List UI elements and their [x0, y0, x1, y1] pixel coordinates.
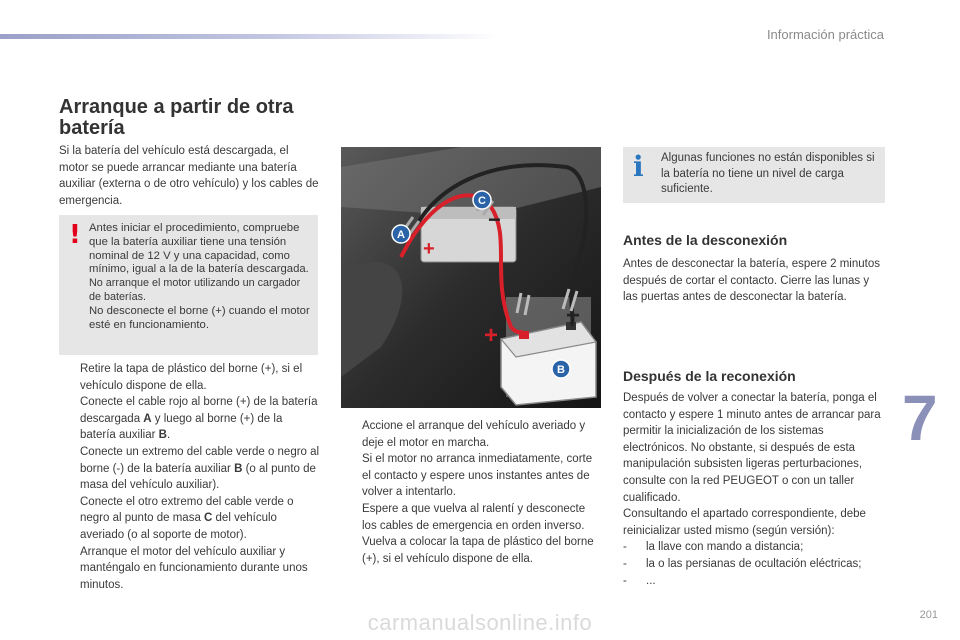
plus-sign-icon: + — [423, 238, 435, 260]
warning-text — [89, 222, 313, 332]
step-item — [59, 394, 321, 444]
checkbox-bullet-icon — [341, 418, 362, 501]
step-text-part: . — [166, 429, 171, 442]
plus-sign-icon: + — [484, 322, 499, 349]
label-a-badge — [392, 225, 410, 243]
header-bar — [0, 34, 500, 39]
checkbox-bullet-icon — [59, 544, 80, 594]
after-reconnection-section — [623, 390, 887, 589]
page-title: Arranque a partir de otra batería — [59, 96, 294, 139]
dash-bullet: - — [623, 574, 627, 587]
label-c-badge — [473, 191, 491, 209]
warning-icon: ! — [69, 220, 81, 250]
list-item-text: ... — [646, 574, 656, 587]
engine-bay-drawing — [341, 147, 601, 408]
label-c: C — [478, 195, 486, 207]
intro-paragraph: Si la batería del vehículo está descargada, el motor se puede arrancar mediante una batería auxiliar (externa o de otro vehículo) y los cables de emergencia. — [59, 145, 319, 207]
step-text: Vuelva a colocar la tapa de plástico del borne (+), si el vehículo dispone de ella. — [362, 536, 594, 565]
battery-label: A — [143, 412, 152, 425]
list-item — [623, 556, 887, 573]
page-number: 201 — [919, 609, 938, 621]
step-text-part: Si el motor no arranca inmediatamente, corte el contacto y espere unos instantes antes de volver a intentarlo. — [362, 453, 593, 499]
warning-line: No desconecte el borne (+) cuando el motor esté en funcionamiento. — [89, 304, 310, 331]
dash-bullet: - — [623, 541, 627, 554]
info-box — [623, 147, 885, 203]
step-text-part: (o al punto de masa del vehículo auxiliar). — [80, 462, 316, 492]
minus-sign-icon: − — [488, 207, 501, 232]
step-text-part: Conecte un extremo del cable verde o negro al borne (-) de la batería auxiliar — [80, 445, 320, 475]
label-b-badge — [552, 360, 570, 378]
warning-line: No arranque el motor utilizando un cargador de baterías. — [89, 277, 301, 303]
step-item — [341, 501, 601, 534]
reinit-list — [623, 539, 887, 589]
checkbox-bullet-icon — [341, 501, 362, 534]
step-text-part: y luego al borne (+) de la batería auxiliar — [80, 412, 283, 442]
step-text — [80, 444, 321, 494]
step-text — [80, 494, 321, 544]
info-icon: i — [633, 150, 644, 183]
step-text: Arranque el motor del vehículo auxiliar y manténgalo en funcionamiento durante unos minutos. — [80, 545, 308, 591]
step-text: Espere a que vuelva al ralentí y desconecte los cables de emergencia en orden inverso. — [362, 502, 586, 532]
checkbox-bullet-icon — [341, 534, 362, 567]
step-text-part: Conecte el cable rojo al borne (+) de la batería descargada — [80, 396, 318, 425]
steps-middle — [341, 418, 601, 567]
checkbox-bullet-icon — [59, 394, 80, 444]
step-item — [341, 418, 601, 501]
list-item — [623, 573, 887, 590]
step-item — [59, 544, 321, 594]
info-text: Algunas funciones no están disponibles si la batería no tiene un nivel de carga suficiente. — [661, 152, 875, 196]
steps-left — [59, 361, 321, 593]
step-item — [59, 361, 321, 394]
step-text: Retire la tapa de plástico del borne (+), si el vehículo dispone de ella. — [80, 363, 303, 392]
battery-label: B — [158, 429, 167, 442]
step-text-part: del vehículo averiado (o al soporte de motor). — [80, 512, 277, 541]
list-item-text: la o las persianas de ocultación eléctricas; — [646, 557, 862, 570]
step-item — [59, 444, 321, 494]
warning-box — [59, 215, 318, 355]
watermark: carmanualsonline.info — [367, 610, 593, 635]
before-disconnection-text: Antes de desconectar la batería, espere 2 minutos después de cortar el contacto. Cierre las lunas y las puertas antes de desconectar la batería. — [623, 258, 880, 304]
checkbox-bullet-icon — [59, 444, 80, 494]
step-text — [80, 394, 321, 444]
before-disconnection-title: Antes de la desconexión — [623, 232, 788, 248]
section-header: Información práctica — [766, 27, 884, 42]
step-text-part: Accione el arranque del vehículo averiado y deje el motor en marcha. — [362, 420, 586, 449]
checkbox-bullet-icon — [59, 361, 80, 394]
after-reconnection-text: Consultando el apartado correspondiente, debe reinicializar usted mismo (según versión): — [623, 508, 866, 537]
minus-sign-icon: − — [566, 302, 581, 329]
battery-label: B — [234, 462, 243, 475]
step-item — [341, 534, 601, 567]
label-b: B — [557, 364, 565, 376]
step-text — [362, 418, 601, 501]
label-a: A — [397, 229, 405, 241]
step-item — [59, 494, 321, 544]
list-item-text: la llave con mando a distancia; — [646, 541, 804, 554]
chapter-number: 7 — [902, 382, 938, 454]
ground-point-label: C — [204, 512, 213, 525]
after-reconnection-title: Después de la reconexión — [623, 368, 796, 384]
checkbox-bullet-icon — [59, 494, 80, 544]
list-item — [623, 539, 887, 556]
jump-start-illustration — [341, 147, 601, 408]
step-text-part: Conecte el otro extremo del cable verde o negro al punto de masa — [80, 495, 294, 525]
warning-line: Antes iniciar el procedimiento, compruebe que la batería auxiliar tiene una tensión nominal de 12 V y una capacidad, como mínimo, igual a la de la batería descargada. — [89, 222, 309, 276]
after-reconnection-text: Después de volver a conectar la batería, ponga el contacto y espere 1 minuto antes de arrancar para permitir la inicialización de los sistemas electrónicos. No obstante, si después de esta manipulación subsisten ligeras perturbaciones, consulte con la red PEUGEOT o con un taller cualificado. — [623, 392, 881, 504]
dash-bullet: - — [623, 557, 627, 570]
